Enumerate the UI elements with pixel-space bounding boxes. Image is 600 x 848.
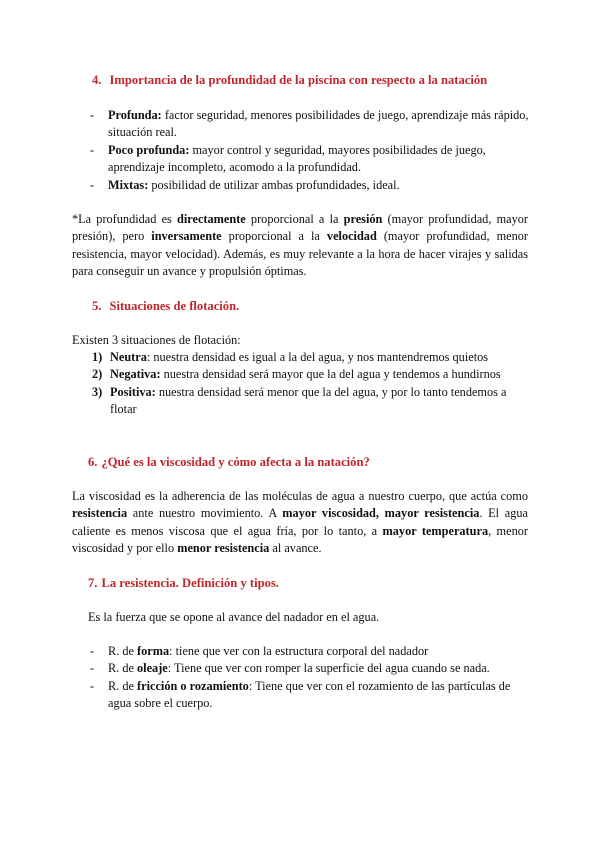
flotation-intro: Existen 3 situaciones de flotación:	[72, 333, 241, 347]
item-term: Neutra	[110, 350, 147, 364]
text-run: La viscosidad es la adherencia de las moléculas de agua a nuestro cuerpo, que actúa como	[72, 489, 528, 503]
section-7-number: 7.	[88, 576, 98, 590]
item-text: posibilidad de utilizar ambas profundidades, ideal.	[148, 177, 400, 192]
bold-run: mayor viscosidad, mayor resistencia	[282, 506, 480, 521]
text-run: *La profundidad es	[72, 212, 177, 226]
item-prefix: R. de	[108, 644, 138, 658]
item-text: : nuestra densidad es igual a la del agua, y nos mantendremos quietos	[146, 350, 489, 364]
item-term: oleaje	[137, 661, 168, 676]
flotation-list	[92, 349, 532, 419]
text-run: (mayor profundidad, mayor presión), pero	[72, 212, 528, 244]
list-item	[92, 366, 532, 383]
section-4-number: 4.	[92, 73, 102, 87]
bold-run: directamente	[177, 212, 246, 226]
list-item	[90, 177, 530, 194]
section-4-title: Importancia de la profundidad de la piscina con respecto a la natación	[109, 73, 488, 87]
section-5-number: 5.	[92, 299, 102, 313]
dash-bullet: -	[90, 661, 95, 676]
section-5-title: Situaciones de flotación.	[109, 299, 240, 313]
dash-bullet: -	[90, 177, 95, 192]
text-run: . El agua caliente es menos viscosa que el agua fría, por lo tanto, a	[72, 506, 528, 538]
section-6-number: 6.	[88, 455, 98, 469]
dash-bullet: -	[90, 142, 95, 157]
list-item	[92, 349, 532, 366]
resistance-intro: Es la fuerza que se opone al avance del nadador en el agua.	[88, 610, 380, 624]
item-term: Positiva:	[110, 384, 156, 399]
list-item	[90, 107, 530, 142]
dash-bullet: -	[90, 678, 95, 693]
item-prefix: R. de	[108, 678, 138, 693]
item-term: Poco profunda:	[108, 142, 190, 157]
bold-run: resistencia	[72, 506, 128, 521]
item-number: 3)	[92, 384, 103, 399]
text-run: al avance.	[269, 541, 322, 556]
bold-run: mayor temperatura	[382, 523, 489, 538]
item-text: mayor control y seguridad, mayores posibilidades de juego, aprendizaje incompleto, acomodo a la profundidad.	[108, 142, 486, 175]
list-item	[90, 643, 530, 660]
dash-bullet: -	[90, 108, 95, 122]
text-run: ante nuestro movimiento. A	[127, 506, 283, 521]
dash-bullet: -	[90, 644, 95, 658]
list-item	[90, 660, 530, 677]
list-item	[92, 384, 532, 419]
item-term: Profunda:	[108, 108, 162, 122]
viscosity-paragraph	[72, 488, 528, 558]
text-run: proporcional a la	[245, 212, 344, 226]
section-5-heading	[92, 299, 239, 314]
item-term: fricción o rozamiento	[137, 678, 249, 693]
item-text: nuestra densidad será menor que la del agua, y por lo tanto tendemos a flotar	[110, 384, 507, 417]
item-text: : Tiene que ver con romper la superficie del agua cuando se nada.	[167, 661, 490, 676]
bold-run: velocidad	[326, 229, 377, 244]
item-text: : tiene que ver con la estructura corporal del nadador	[169, 644, 429, 658]
item-number: 2)	[92, 367, 103, 382]
item-text: nuestra densidad será mayor que la del agua y tendemos a hundirnos	[160, 367, 501, 382]
section-7-heading	[88, 576, 279, 591]
resistance-list	[90, 643, 530, 713]
item-term: forma	[137, 644, 170, 658]
item-term: Negativa:	[110, 367, 161, 382]
item-text: factor seguridad, menores posibilidades de juego, aprendizaje más rápido, situación real.	[108, 108, 529, 140]
depth-note-paragraph	[72, 211, 528, 281]
text-run: (mayor profundidad, menor resistencia, mayor velocidad). Además, es muy relevante a la hora de hacer virajes y salidas para conseguir un avance y propulsión óptimas.	[72, 229, 528, 279]
depth-list	[90, 107, 530, 194]
bold-run: menor resistencia	[177, 541, 270, 556]
text-run: , menor viscosidad y por ello	[72, 523, 528, 556]
section-6-title: ¿Qué es la viscosidad y cómo afecta a la natación?	[101, 455, 370, 469]
bold-run: inversamente	[151, 229, 222, 244]
section-7-title: La resistencia. Definición y tipos.	[101, 576, 279, 590]
text-run: proporcional a la	[221, 229, 327, 244]
list-item	[90, 678, 530, 713]
section-6-heading	[88, 455, 370, 470]
list-item	[90, 142, 530, 177]
item-prefix: R. de	[108, 661, 138, 676]
item-number: 1)	[92, 350, 103, 364]
item-text: : Tiene que ver con el rozamiento de las partículas de agua sobre el cuerpo.	[108, 678, 511, 711]
section-4-heading	[92, 73, 487, 88]
bold-run: presión	[343, 212, 383, 226]
item-term: Mixtas:	[108, 177, 149, 192]
